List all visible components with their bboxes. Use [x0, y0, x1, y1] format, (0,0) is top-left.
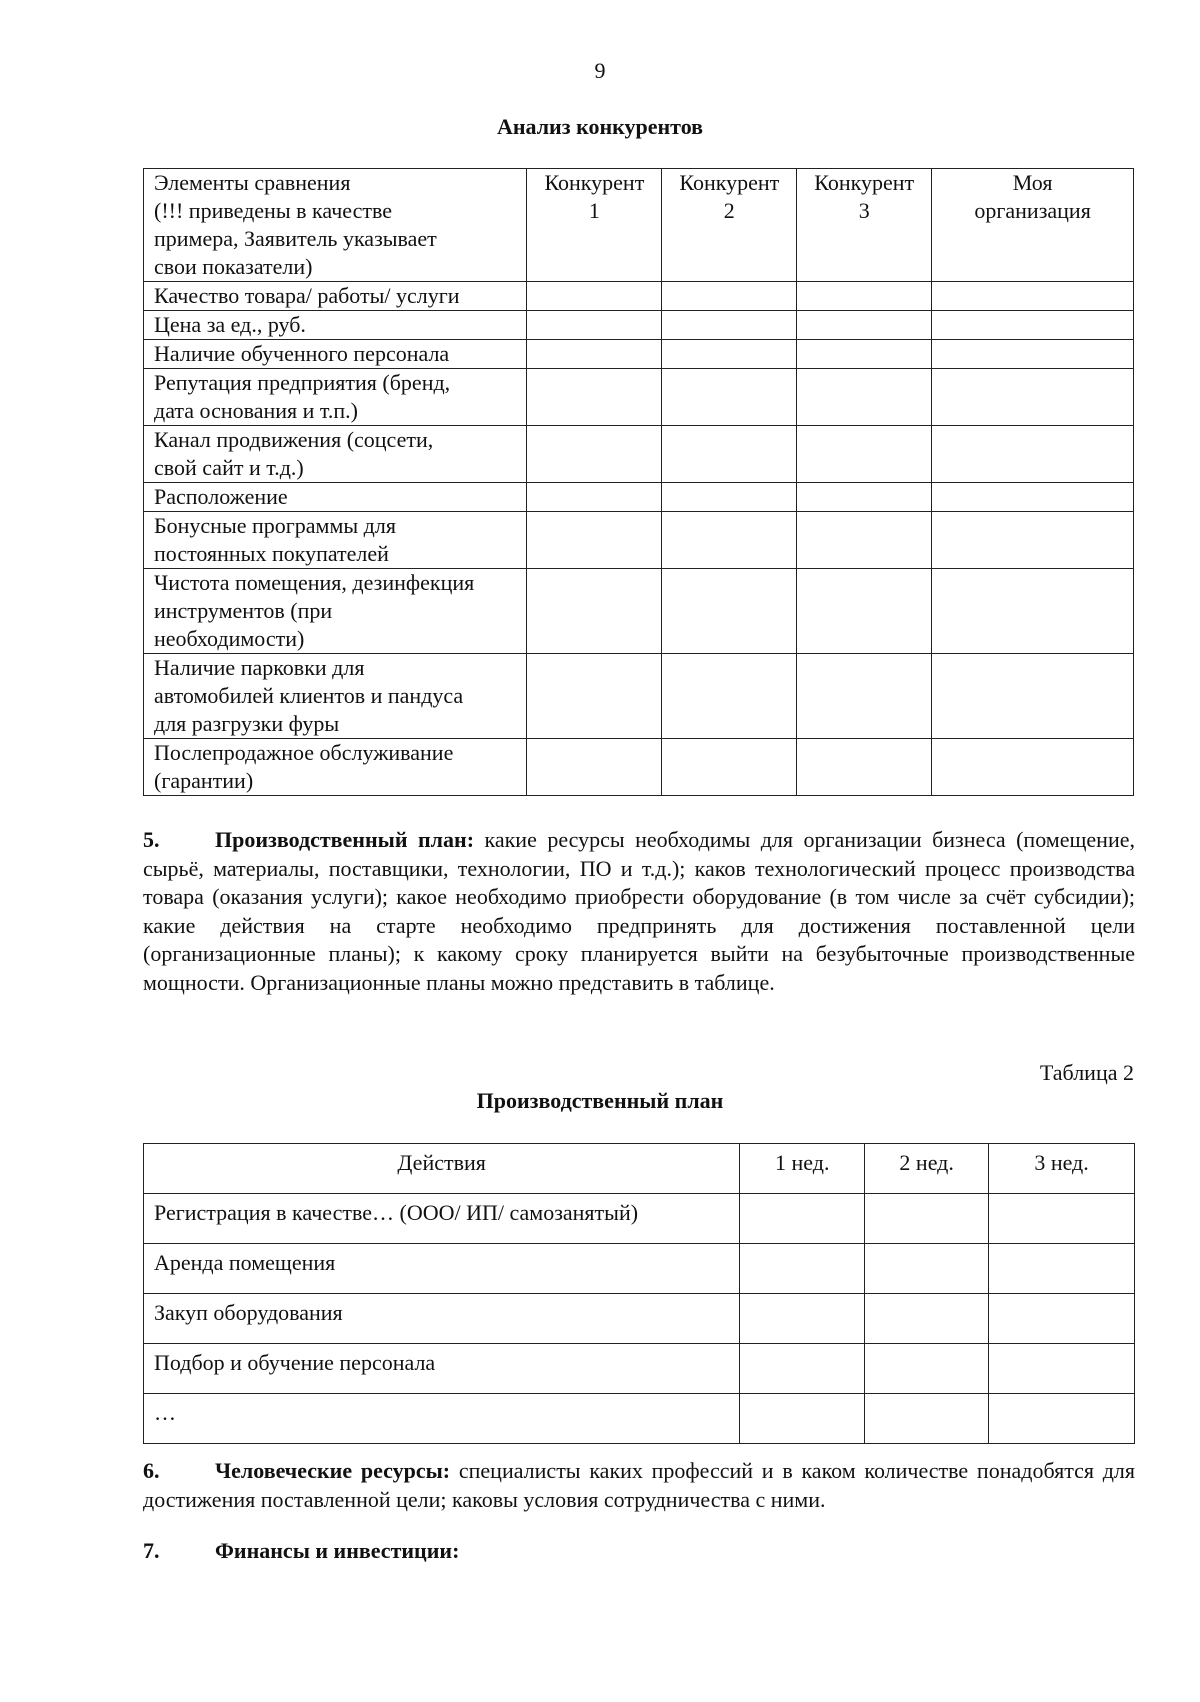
my-organization-cell[interactable] [932, 654, 1134, 739]
week-2-cell[interactable] [865, 1344, 989, 1394]
section-7-number: 7. [143, 1538, 160, 1563]
week-1-cell[interactable] [740, 1394, 865, 1444]
competitor-1-cell[interactable] [527, 340, 662, 369]
competitor-3-cell[interactable] [797, 739, 932, 796]
my-organization-cell[interactable] [932, 739, 1134, 796]
competitor-3-cell[interactable] [797, 483, 932, 512]
page-number: 9 [594, 58, 606, 83]
table-row [144, 1194, 1135, 1244]
week-2-cell[interactable] [865, 1244, 989, 1294]
section-5 [143, 826, 1135, 997]
week-2-cell[interactable] [865, 1194, 989, 1244]
comparison-element: Бонусные программы для постоянных покупателей [144, 512, 527, 569]
competitor-2-cell[interactable] [662, 369, 797, 426]
table-row [144, 569, 1134, 654]
week-2-cell[interactable] [865, 1294, 989, 1344]
my-organization-cell[interactable] [932, 369, 1134, 426]
competitor-3-cell[interactable] [797, 569, 932, 654]
header-week-1: 1 нед. [740, 1144, 865, 1194]
week-3-cell[interactable] [989, 1194, 1135, 1244]
competitor-2-cell[interactable] [662, 654, 797, 739]
header-elements: Элементы сравнения (!!! приведены в качестве примера, Заявитель указывает свои показатели) [144, 169, 527, 282]
competitor-1-cell[interactable] [527, 654, 662, 739]
header-week-2: 2 нед. [865, 1144, 989, 1194]
competitor-2-cell[interactable] [662, 311, 797, 340]
header-my-organization: Моя организация [932, 169, 1134, 282]
competitor-2-cell[interactable] [662, 426, 797, 483]
section-6-number: 6. [143, 1458, 160, 1483]
week-3-cell[interactable] [989, 1294, 1135, 1344]
section-7-title: Финансы и инвестиции: [215, 1538, 460, 1563]
competitor-3-cell[interactable] [797, 512, 932, 569]
my-organization-cell[interactable] [932, 311, 1134, 340]
header-competitor-3: Конкурент 3 [797, 169, 932, 282]
week-3-cell[interactable] [989, 1244, 1135, 1294]
competitor-3-cell[interactable] [797, 282, 932, 311]
comparison-element: Репутация предприятия (бренд, дата основания и т.п.) [144, 369, 527, 426]
competitor-2-cell[interactable] [662, 340, 797, 369]
header-competitor-2: Конкурент 2 [662, 169, 797, 282]
comparison-element: Канал продвижения (соцсети, свой сайт и т.д.) [144, 426, 527, 483]
table-row [144, 1344, 1135, 1394]
header-competitor-1: Конкурент 1 [527, 169, 662, 282]
competitor-1-cell[interactable] [527, 426, 662, 483]
action-cell: Регистрация в качестве… (ООО/ ИП/ самозанятый) [144, 1194, 740, 1244]
table-row [144, 340, 1134, 369]
my-organization-cell[interactable] [932, 569, 1134, 654]
competitor-1-cell[interactable] [527, 483, 662, 512]
comparison-element: Наличие парковки для автомобилей клиентов и пандуса для разгрузки фуры [144, 654, 527, 739]
competitor-1-cell[interactable] [527, 311, 662, 340]
week-1-cell[interactable] [740, 1244, 865, 1294]
competitor-1-cell[interactable] [527, 569, 662, 654]
competitor-3-cell[interactable] [797, 311, 932, 340]
week-3-cell[interactable] [989, 1394, 1135, 1444]
section-5-number: 5. [143, 827, 160, 852]
competitor-1-cell[interactable] [527, 739, 662, 796]
my-organization-cell[interactable] [932, 426, 1134, 483]
competitor-2-cell[interactable] [662, 569, 797, 654]
section-6 [143, 1457, 1135, 1514]
week-2-cell[interactable] [865, 1394, 989, 1444]
table-header-row [144, 169, 1134, 282]
table-row [144, 483, 1134, 512]
competitor-2-cell[interactable] [662, 282, 797, 311]
competitor-2-cell[interactable] [662, 739, 797, 796]
week-3-cell[interactable] [989, 1344, 1135, 1394]
competitors-title: Анализ конкурентов [496, 114, 704, 139]
week-1-cell[interactable] [740, 1194, 865, 1244]
table-2-label: Таблица 2 [1039, 1060, 1134, 1085]
table-header-row [144, 1144, 1135, 1194]
plan-title: Производственный план [476, 1088, 724, 1113]
my-organization-cell[interactable] [932, 483, 1134, 512]
action-cell: … [144, 1394, 740, 1444]
my-organization-cell[interactable] [932, 340, 1134, 369]
table-row [144, 1394, 1135, 1444]
competitor-1-cell[interactable] [527, 282, 662, 311]
section-5-text: какие ресурсы необходимы для организации бизнеса (помещение, сырьё, материалы, поставщики, технологии, ПО и т.д.); каков технологический процесс производства товара (оказания услуги); какое необходимо приобрести оборудование (в том числе за счёт субсидии); какие действия на старте необходимо предпринять для достижения поставленной цели (организационные планы); к какому сроку планируется выйти на безубыточные производственные мощности. Организационные планы можно представить в таблице. [143, 827, 1135, 995]
competitor-3-cell[interactable] [797, 654, 932, 739]
comparison-element: Цена за ед., руб. [144, 311, 527, 340]
competitor-3-cell[interactable] [797, 340, 932, 369]
table-row [144, 739, 1134, 796]
week-1-cell[interactable] [740, 1344, 865, 1394]
competitor-1-cell[interactable] [527, 369, 662, 426]
comparison-element: Наличие обученного персонала [144, 340, 527, 369]
comparison-element: Послепродажное обслуживание (гарантии) [144, 739, 527, 796]
competitor-3-cell[interactable] [797, 369, 932, 426]
table-row [144, 512, 1134, 569]
table-row [144, 1294, 1135, 1344]
comparison-element: Качество товара/ работы/ услуги [144, 282, 527, 311]
section-7 [143, 1537, 1135, 1566]
header-actions: Действия [144, 1144, 740, 1194]
competitors-table [143, 168, 1134, 796]
section-6-title: Человеческие ресурсы: [215, 1458, 451, 1483]
table-row [144, 1244, 1135, 1294]
production-plan-table [143, 1143, 1135, 1444]
competitor-2-cell[interactable] [662, 512, 797, 569]
competitor-1-cell[interactable] [527, 512, 662, 569]
table-row [144, 311, 1134, 340]
table-row [144, 282, 1134, 311]
week-1-cell[interactable] [740, 1294, 865, 1344]
action-cell: Закуп оборудования [144, 1294, 740, 1344]
action-cell: Аренда помещения [144, 1244, 740, 1294]
competitor-3-cell[interactable] [797, 426, 932, 483]
comparison-element: Чистота помещения, дезинфекция инструментов (при необходимости) [144, 569, 527, 654]
section-5-title: Производственный план: [215, 827, 475, 852]
comparison-element: Расположение [144, 483, 527, 512]
header-week-3: 3 нед. [989, 1144, 1135, 1194]
section-6-text: специалисты каких профессий и в каком количестве понадобятся для достижения поставленной цели; каковы условия сотрудничества с ними. [143, 1458, 1136, 1512]
table-row [144, 369, 1134, 426]
my-organization-cell[interactable] [932, 512, 1134, 569]
my-organization-cell[interactable] [932, 282, 1134, 311]
table-row [144, 654, 1134, 739]
action-cell: Подбор и обучение персонала [144, 1344, 740, 1394]
table-row [144, 426, 1134, 483]
competitor-2-cell[interactable] [662, 483, 797, 512]
